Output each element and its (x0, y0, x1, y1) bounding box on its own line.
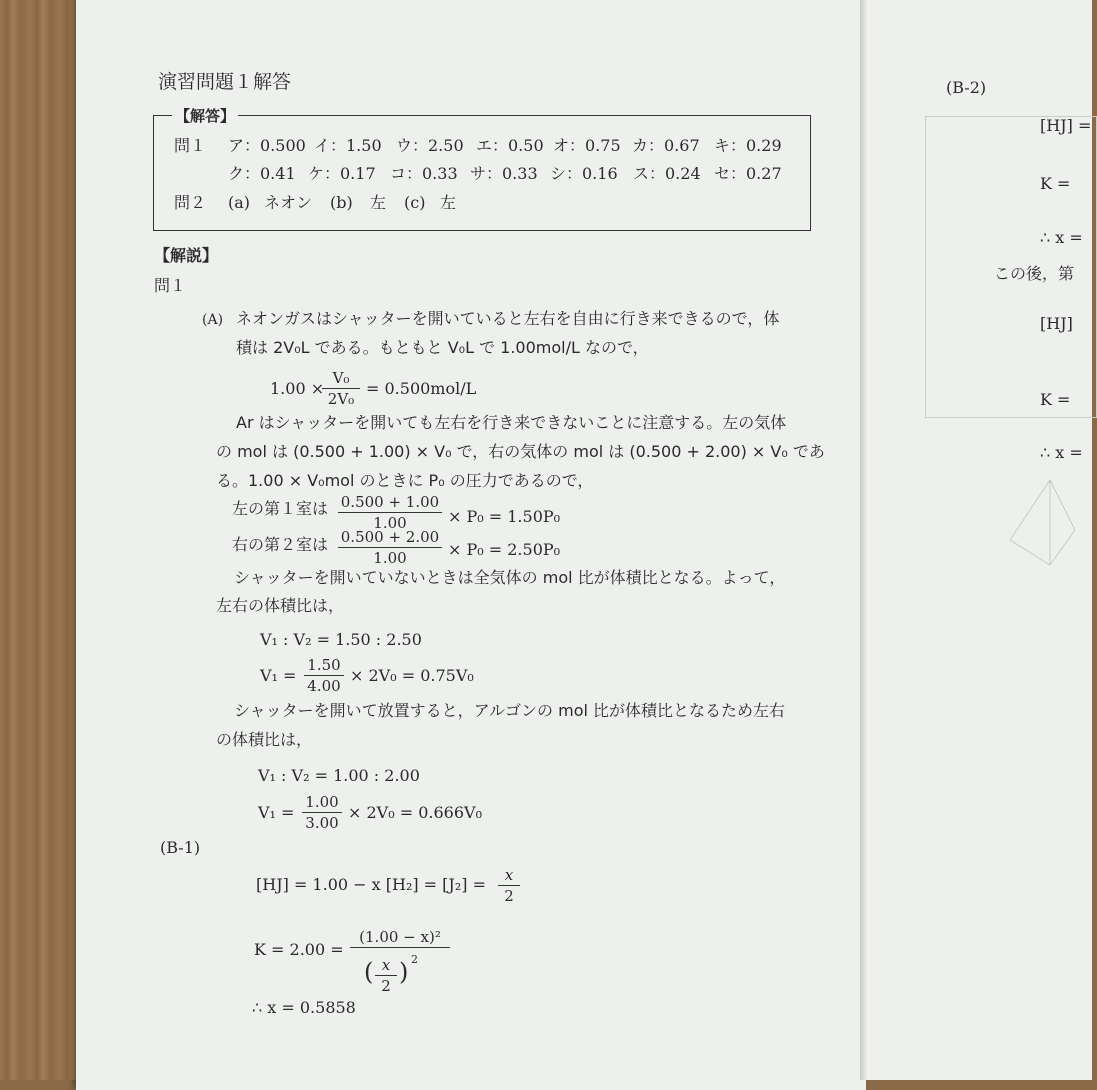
equation-fraction (302, 793, 342, 832)
equation-fraction (338, 528, 442, 567)
fraction-bar (322, 388, 360, 389)
answer-item: サ：0.33 (470, 164, 538, 183)
fraction-numerator: 0.500 + 2.00 (340, 528, 440, 546)
answer-q1-label: 問１ (174, 136, 207, 155)
fraction-denominator: 1.00 (373, 549, 407, 567)
answer-q2-item: (b) (330, 193, 353, 212)
answer-item: ケ：0.17 (308, 164, 376, 183)
text-line: シャッターを開いていないときは全気体の mol 比が体積比となる。よって， (234, 568, 786, 587)
answer-item: シ：0.16 (550, 164, 618, 183)
answer-q2-item: 左 (440, 193, 457, 212)
text-line: ネオンガスはシャッターを開いていると左右を自由に行き来できるので，体 (236, 309, 780, 328)
fraction-numerator: x (504, 866, 514, 884)
text-line: の体積比は， (216, 730, 313, 749)
equation-part: [HJ] = (1040, 116, 1092, 135)
answer-item: カ：0.67 (632, 136, 700, 155)
equation-part: × P₀ = 1.50P₀ (448, 507, 561, 526)
equation-part: [HJ] = 1.00 − x [H₂] = [J₂] = (256, 875, 486, 894)
equation-part: K = (1040, 174, 1071, 193)
answer-item: オ：0.75 (553, 136, 621, 155)
fraction-denominator: 2 (504, 887, 514, 905)
faint-structure-drawing (980, 470, 1080, 580)
equation-part: × 2V₀ = 0.666V₀ (348, 803, 482, 822)
answer-item: ア：0.500 (228, 136, 306, 155)
fraction-bar (498, 885, 520, 886)
equation-fraction (350, 928, 450, 949)
paren-left: ( (364, 958, 374, 986)
answer-q2-item: (a) (228, 193, 251, 212)
equation-fraction (304, 656, 344, 695)
answer-item: キ：0.29 (714, 136, 782, 155)
fraction-numerator: 1.50 (307, 656, 341, 674)
fraction-denominator: 4.00 (307, 677, 341, 695)
equation-part: × P₀ = 2.50P₀ (448, 540, 561, 559)
equation-part: V₁ = (260, 666, 297, 685)
equation-part: K = 2.00 = (254, 940, 344, 959)
equation-part: [HJ] (1040, 314, 1073, 333)
text-line: る。1.00 × V₀mol のときに P₀ の圧力であるので， (216, 471, 594, 490)
answer-q2-item: (c) (404, 193, 426, 212)
fraction-denominator: 2V₀ (327, 390, 355, 408)
equation: V₁ : V₂ = 1.50 : 2.50 (260, 630, 422, 649)
explanation-q1-label: 問１ (154, 276, 187, 295)
equation-fraction (498, 866, 520, 905)
fraction-denominator: 3.00 (305, 814, 339, 832)
page-title: 演習問題１解答 (158, 71, 292, 93)
answer-item: ス：0.24 (633, 164, 701, 183)
equation-part: K = (1040, 390, 1071, 409)
equation-part: 左の第１室は (232, 499, 329, 518)
text-line: 積は 2V₀L である。もともと V₀L で 1.00mol/L なので， (236, 338, 649, 357)
text-line: Ar はシャッターを開いても左右を行き来できないことに注意する。左の気体 (236, 413, 787, 432)
equation-part: × 2V₀ = 0.75V₀ (350, 666, 474, 685)
answer-item: ウ：2.50 (396, 136, 464, 155)
fraction-numerator: 0.500 + 1.00 (340, 493, 440, 511)
section-b1-label: (B-1) (160, 838, 201, 857)
fraction-bar (338, 547, 442, 548)
fraction-numerator: (1.00 − x)² (359, 928, 441, 946)
answer-item: ク：0.41 (228, 164, 296, 183)
fraction-numerator: V₀ (332, 369, 350, 387)
equation: V₁ : V₂ = 1.00 : 2.00 (258, 766, 420, 785)
fraction-denominator: 1.00 (373, 514, 407, 532)
equation-part: 1.00 × (270, 379, 325, 398)
answer-item: セ：0.27 (714, 164, 782, 183)
text-line: この後，第 (994, 264, 1075, 283)
answer-q2-item: ネオン (264, 193, 313, 212)
fraction-numerator: x (381, 956, 391, 974)
fraction-bar (338, 512, 442, 513)
fraction-bar (304, 675, 344, 676)
fraction-denominator: 2 (381, 977, 391, 995)
equation-part: ∴ x = (1040, 443, 1083, 462)
text-line: の mol は (0.500 + 1.00) × V₀ で，右の気体の mol は (0.500 + 2.00) × V₀ であ (216, 442, 825, 461)
equation: ∴ x = 0.5858 (252, 998, 356, 1017)
equation-fraction (338, 493, 442, 532)
equation-fraction (375, 956, 397, 995)
answer-item: エ：0.50 (476, 136, 544, 155)
text-line: 左右の体積比は， (216, 596, 345, 615)
fraction-bar (375, 975, 397, 976)
fraction-bar (350, 947, 450, 948)
answer-q2-label: 問２ (174, 193, 207, 212)
equation-part: 右の第２室は (232, 535, 329, 554)
equation-fraction (322, 369, 360, 408)
answer-label: 【解答】 (172, 109, 238, 124)
answer-item: イ：1.50 (314, 136, 382, 155)
equation-part: V₁ = (258, 803, 295, 822)
explanation-label: 【解説】 (154, 246, 219, 265)
fraction-bar (302, 812, 342, 813)
section-a-marker: (A) (202, 312, 224, 328)
equation-part: ∴ x = (1040, 228, 1083, 247)
paren-right: ) (399, 958, 409, 986)
section-b2-label: (B-2) (946, 78, 987, 97)
exponent: 2 (411, 953, 418, 966)
answer-item: コ：0.33 (390, 164, 458, 183)
equation-part: = 0.500mol/L (366, 379, 477, 398)
fraction-numerator: 1.00 (305, 793, 339, 811)
text-line: シャッターを開いて放置すると，アルゴンの mol 比が体積比となるため左右 (234, 701, 786, 720)
answer-q2-item: 左 (370, 193, 387, 212)
